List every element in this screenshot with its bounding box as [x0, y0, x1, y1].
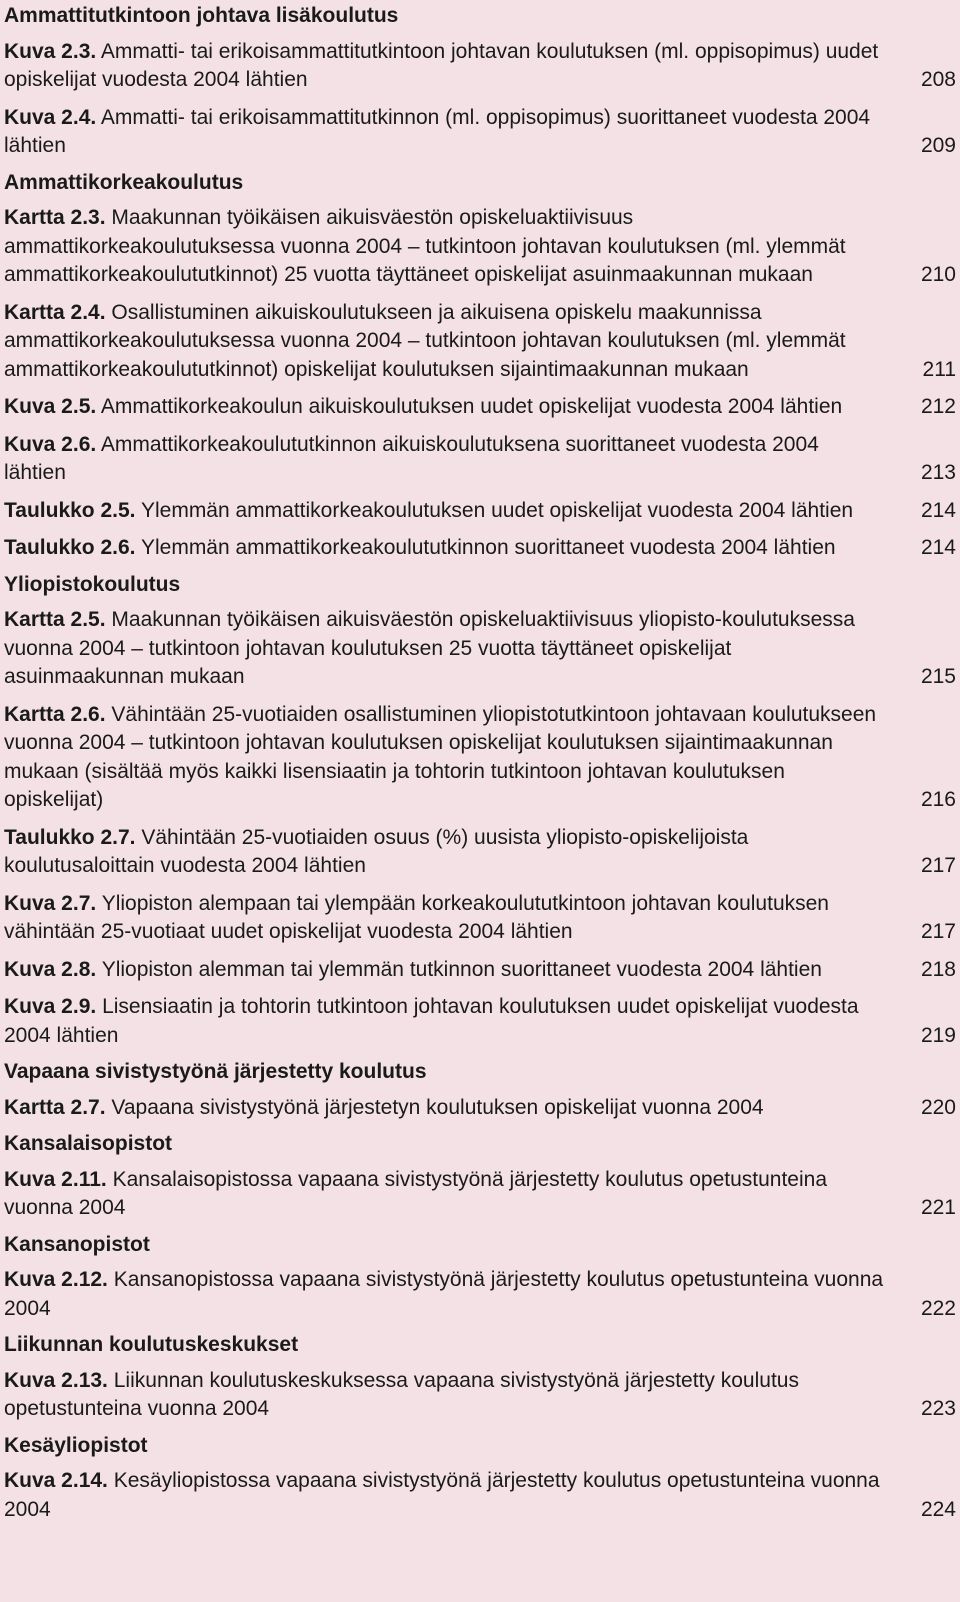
- toc-entry[interactable]: [4, 821, 956, 887]
- entry-title: Liikunnan koulutuskeskuksessa vapaana sivistystyönä järjestetty koulutus opetustunteina vuonna 2004: [4, 1368, 799, 1420]
- entry-code: Kartta 2.3.: [4, 206, 106, 229]
- toc-entry[interactable]: [4, 887, 956, 953]
- entry-title: Ylemmän ammattikorkeakoulututkinnon suorittaneet vuodesta 2004 lähtien: [140, 536, 836, 559]
- entry-page-number: 211: [922, 357, 956, 381]
- entry-code: Kuva 2.13.: [4, 1368, 108, 1392]
- entry-page-number: 218: [920, 957, 956, 981]
- entry-title: Ammatti- tai erikoisammattitutkintoon johtavan koulutuksen (ml. oppisopimus) uudet opiskelijat vuodesta 2004 lähtien: [4, 39, 879, 91]
- entry-code: Kuva 2.7.: [4, 891, 97, 915]
- entry-page-number: 210: [920, 263, 956, 286]
- entry-code: Kartta 2.4.: [4, 300, 106, 324]
- entry-page-number: 224: [920, 1497, 956, 1521]
- entry-title: Yliopiston alemman tai ylemmän tutkinnon suorittaneet vuodesta 2004 lähtien: [101, 957, 822, 981]
- entry-page-number: 222: [920, 1296, 956, 1320]
- entry-page-number: 217: [920, 920, 956, 943]
- toc-entry[interactable]: [4, 1263, 956, 1329]
- entry-code: Kartta 2.6.: [4, 702, 106, 726]
- toc-entry[interactable]: [4, 201, 956, 296]
- entry-page-number: 216: [920, 788, 956, 811]
- section-heading: Kesäyliopistot: [4, 1433, 148, 1457]
- toc-entry[interactable]: [4, 953, 956, 991]
- toc-entry[interactable]: [4, 1091, 956, 1129]
- entry-code: Taulukko 2.5.: [4, 498, 136, 522]
- entry-title: Maakunnan työikäisen aikuisväestön opiskeluaktiivisuus yliopisto-koulutuksessa vuonna 2004 – tutkintoon johtavan koulutuksen 25 vuotta täyttäneet opiskelijat asuinmaakunnan mukaan: [4, 608, 855, 688]
- entry-title: Maakunnan työikäisen aikuisväestön opiskeluaktiivisuus ammattikorkeakoulutuksessa vuonna 2004 – tutkintoon johtavan koulutuksen (ml. ylemmät ammattikorkeakoulututkinnot) 25 vuotta täyttäneet opiskelijat asuinmaakunnan mukaan: [4, 206, 846, 286]
- entry-page-number: 223: [920, 1397, 956, 1420]
- entry-title: Kansanopistossa vapaana sivistystyönä järjestetty koulutus opetustunteina vuonna 2004: [4, 1268, 884, 1320]
- entry-code: Kuva 2.4.: [4, 105, 97, 129]
- entry-code: Kuva 2.12.: [4, 1268, 108, 1291]
- entry-code: Kuva 2.5.: [4, 395, 97, 418]
- toc-entry[interactable]: [4, 531, 956, 569]
- toc-entry[interactable]: [4, 494, 956, 532]
- section-heading: Ammattikorkeakoulutus: [4, 170, 244, 194]
- entry-page-number: 217: [920, 854, 956, 877]
- entry-code: Kuva 2.8.: [4, 957, 97, 981]
- entry-page-number: 209: [920, 134, 956, 157]
- entry-page-number: 219: [920, 1023, 956, 1047]
- toc-entry[interactable]: [4, 990, 956, 1056]
- entry-title: Osallistuminen aikuiskoulutukseen ja aikuisena opiskelu maakunnissa ammattikorkeakoulutuksessa vuonna 2004 – tutkintoon johtavan koulutuksen (ml. ylemmät ammattikorkeakoulututkinnot) opiskelijat koulutuksen sijaintimaakunnan mukaan: [4, 300, 846, 381]
- entry-page-number: 213: [920, 461, 956, 484]
- entry-title: Vapaana sivistystyönä järjestetyn koulutuksen opiskelijat vuonna 2004: [111, 1095, 764, 1119]
- section-heading: Yliopistokoulutus: [4, 572, 181, 596]
- entry-code: Kuva 2.11.: [4, 1167, 107, 1191]
- entry-code: Kuva 2.14.: [4, 1469, 108, 1492]
- section-heading: Vapaana sivistystyönä järjestetty koulutus: [4, 1060, 427, 1083]
- entry-title: Ammattikorkeakoulun aikuiskoulutuksen uudet opiskelijat vuodesta 2004 lähtien: [100, 395, 843, 418]
- toc-entry[interactable]: [4, 1163, 956, 1229]
- entry-page-number: 212: [920, 395, 956, 418]
- entry-code: Kuva 2.9.: [4, 995, 97, 1018]
- entry-title: Kansalaisopistossa vapaana sivistystyönä järjestetty koulutus opetustunteina vuonna 2004: [4, 1167, 827, 1219]
- section-heading: Kansalaisopistot: [4, 1132, 173, 1155]
- entry-title: Kesäyliopistossa vapaana sivistystyönä järjestetty koulutus opetustunteina vuonna 2004: [4, 1469, 880, 1521]
- entry-code: Kartta 2.5.: [4, 608, 106, 631]
- entry-title: Ammatti- tai erikoisammattitutkinnon (ml. oppisopimus) suorittaneet vuodesta 2004 lähtien: [4, 105, 871, 157]
- entry-title: Ammattikorkeakoulututkinnon aikuiskoulutuksena suorittaneet vuodesta 2004 lähtien: [4, 432, 819, 484]
- section-heading: Kansanopistot: [4, 1232, 150, 1256]
- toc-entry[interactable]: [4, 1464, 956, 1530]
- entry-code: Kuva 2.3.: [4, 39, 97, 63]
- entry-page-number: 214: [920, 498, 956, 522]
- entry-title: Vähintään 25-vuotiaiden osuus (%) uusista yliopisto-opiskelijoista koulutusaloittain vuodesta 2004 lähtien: [4, 825, 749, 877]
- entry-title: Yliopiston alempaan tai ylempään korkeakoulututkintoon johtavan koulutuksen vähintään 25-vuotiaat uudet opiskelijat vuodesta 2004 lähtien: [4, 891, 829, 943]
- toc-entry[interactable]: [4, 428, 956, 494]
- entry-title: Lisensiaatin ja tohtorin tutkintoon johtavan koulutuksen uudet opiskelijat vuodesta 2004 lähtien: [4, 995, 859, 1047]
- toc-entry[interactable]: [4, 35, 956, 101]
- entry-code: Kartta 2.7.: [4, 1095, 106, 1119]
- toc-entry[interactable]: [4, 1364, 956, 1430]
- toc-entry[interactable]: [4, 101, 956, 167]
- entry-title: Vähintään 25-vuotiaiden osallistuminen yliopistotutkintoon johtavaan koulutukseen vuonna 2004 – tutkintoon johtavan koulutuksen opiskelijat koulutuksen sijaintimaakunnan mukaan (sisältää myös kaikki lisensiaatin ja tohtorin tutkintoon johtavan koulutuksen opiskelijat): [4, 702, 877, 811]
- entry-page-number: 208: [920, 68, 956, 91]
- toc-entry[interactable]: [4, 390, 956, 428]
- toc-entry[interactable]: [4, 603, 956, 698]
- section-heading: Ammattitutkintoon johtava lisäkoulutus: [4, 4, 399, 27]
- entry-page-number: 215: [920, 665, 956, 688]
- toc-entry[interactable]: [4, 698, 956, 821]
- entry-page-number: 221: [920, 1196, 956, 1219]
- entry-code: Kuva 2.6.: [4, 432, 97, 456]
- toc-entry[interactable]: [4, 296, 956, 391]
- entry-page-number: 214: [920, 536, 956, 559]
- entry-title: Ylemmän ammattikorkeakoulutuksen uudet opiskelijat vuodesta 2004 lähtien: [140, 498, 854, 522]
- entry-code: Taulukko 2.6.: [4, 536, 136, 559]
- section-heading: Liikunnan koulutuskeskukset: [4, 1333, 299, 1356]
- entry-code: Taulukko 2.7.: [4, 825, 136, 849]
- entry-page-number: 220: [920, 1095, 956, 1119]
